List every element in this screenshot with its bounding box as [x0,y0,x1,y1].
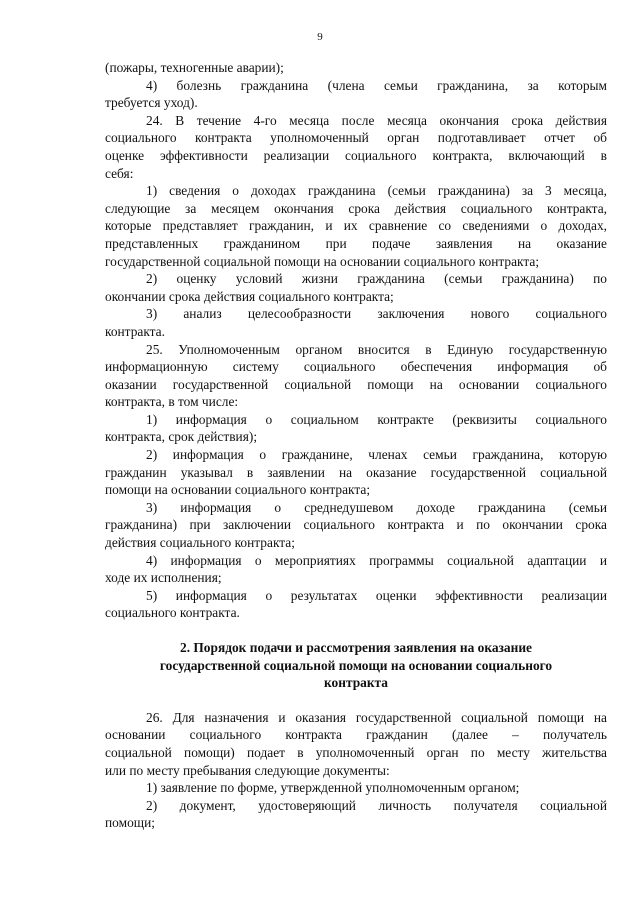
paragraph [105,797,607,832]
text-line: гражданина) при заключении социального контракта и по окончании срока [105,517,607,533]
text-line: государственной социальной помощи на основании социального контракта; [105,253,540,269]
text-line: 25. Уполномоченным органом вносится в Единую государственную [146,341,607,357]
paragraph [105,779,607,797]
text-line: 2) информация о гражданине, членах семьи гражданина, которую [146,447,607,463]
paragraph [105,446,607,499]
text-line: социальной помощи) подает в уполномоченный орган по месту жительства [105,744,607,760]
text-line: социального контракта. [105,605,240,621]
paragraph [105,112,607,182]
text-line: 24. В течение 4-го месяца после месяца окончания срока действия [146,112,607,128]
section-heading-line: контракта [324,675,388,691]
text-line: (пожары, техногенные аварии); [105,60,284,75]
paragraph [105,587,607,622]
text-line: 3) информация о среднедушевом доходе гражданина (семьи [146,499,607,515]
text-line: гражданин указывал в заявлении на оказание государственной социальной [105,464,607,480]
paragraph [105,709,607,779]
text-line: контракта, срок действия); [105,429,258,445]
paragraph [105,77,607,112]
paragraphs-after-section [105,709,607,832]
text-line: помощи на основании социального контракта; [105,482,371,498]
text-line: 1) заявление по форме, утвержденной уполномоченным органом; [146,780,520,796]
paragraph [105,182,607,270]
text-line: действия социального контракта; [105,535,295,551]
paragraph [105,499,607,552]
text-line: 26. Для назначения и оказания государственной социальной помощи на [146,709,607,725]
document-body [105,59,607,832]
paragraphs-before-section [105,59,607,622]
text-line: 2) оценку условий жизни гражданина (семьи гражданина) по [146,271,607,287]
text-line: 4) болезнь гражданина (члена семьи гражданина, за которым [146,77,607,93]
text-line: или по месту пребывания следующие документы: [105,762,390,778]
text-line: оценке эффективности реализации социального контракта, включающий в [105,147,607,163]
paragraph [105,411,607,446]
text-line: окончании срока действия социального контракта; [105,288,394,304]
text-line: 3) анализ целесообразности заключения нового социального [146,306,607,322]
section-heading-line: 2. Порядок подачи и рассмотрения заявления на оказание [180,640,532,655]
text-line: себя: [105,165,134,181]
paragraph [105,341,607,411]
section-heading-line: государственной социальной помощи на основании социального [159,657,553,673]
page-number: 9 [317,31,323,43]
text-line: информационную систему социального обеспечения информация об [105,359,607,375]
text-line: 4) информация о мероприятиях программы социальной адаптации и [146,552,607,568]
text-line: контракта. [105,323,165,339]
text-line: социального контракта уполномоченный орган подготавливает отчет об [105,130,607,146]
text-line: помощи; [105,815,155,831]
text-line: представленных гражданином при подаче заявления на оказание [105,235,607,251]
paragraph [105,305,607,340]
paragraph [105,270,607,305]
text-line: ходе их исполнения; [105,570,222,586]
text-line: требуется уход). [105,95,198,111]
text-line: 1) сведения о доходах гражданина (семьи гражданина) за 3 месяца, [146,183,607,199]
text-line: 1) информация о социальном контракте (реквизиты социального [146,411,607,427]
text-line: оказании государственной социальной помощи на основании социального [105,376,607,392]
text-line: следующие за месяцем окончания срока действия социального контракта, [105,200,607,216]
text-line: 5) информация о результатах оценки эффективности реализации [146,587,607,603]
text-line: основании социального контракта гражданин (далее – получатель [105,727,607,743]
text-line: 2) документ, удостоверяющий личность получателя социальной [146,797,607,813]
paragraph [105,552,607,587]
text-line: которые представляет гражданин, и их сравнение со сведениями о доходах, [105,218,607,234]
section-heading [105,639,607,692]
paragraph [105,59,607,77]
text-line: контракта, в том числе: [105,394,239,410]
